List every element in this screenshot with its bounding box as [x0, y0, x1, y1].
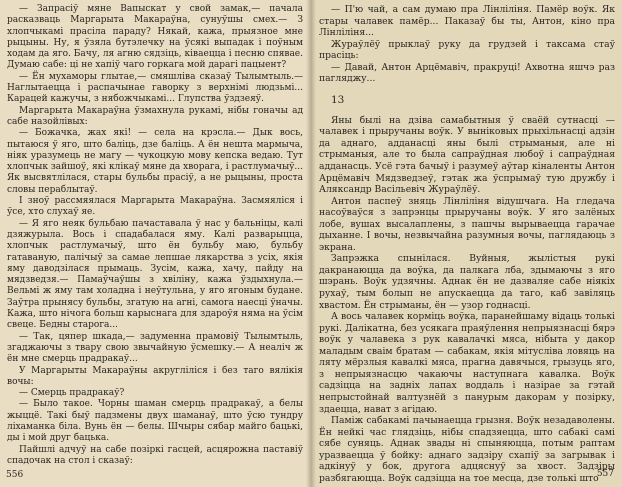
paragraph: — Божачка, жах які! — села на крэсла.— Дык вось, пытаюся ў яго, што баліць, дзе баліць. А ён нешта мармыча, ніяк уразумець не магу — чукоцкую мову кепска ведаю. Тут хлопчык зайшоў, які клікаў мяне да хворага, і растлумачыў... Як высвятлілася, стары бульбы прасіў, а не рыцыны, проста словы пераблытаў. [7, 128, 303, 195]
book-gutter [306, 0, 316, 487]
chapter-number: 13 [331, 93, 345, 106]
paragraph: Антон паспеў зняць Лінліліня відушчага. На гледача насоўваўся з запрэнцы прыручаны воўк. У яго залёных лобе, вушах высалаплены, з пашчы вырываецца гарачае дыханне. І вочы, незвычайна разумныя вочы, паглядаюць з экрана. [319, 195, 615, 253]
right-page-number: 557 [596, 469, 614, 480]
paragraph: — П'ю чай, а сам думаю пра Лінліліня. Памёр воўк. Як стары чалавек памёр... Паказаў бы ты, Антон, кіно пра Лінліліня... [319, 4, 615, 39]
paragraph: — Запрасіў мяне Вапыскат у свой замак,— пачала расказваць Маргарыта Макараўна, сунуўшы смех.— З хлопчыкамі прасіла параду? Някай, кажа, прыязное мне рыцыны. Ну, я ўзяла бутэлечку на ўсякі выпадак і поўным ходам да яго. Бачу, ля агню сядзіць, ківаецца і песню спявае. Думаю сабе: ці не хапіў чаго горкага мой дарагі пацыент? [7, 4, 303, 71]
right-page [311, 0, 622, 487]
paragraph: — Смерць прадракаў? [19, 388, 125, 399]
right-page-text-bottom [319, 115, 615, 485]
right-page-text-top [319, 4, 615, 85]
paragraph: І зноў рассмяялася Маргарыта Макараўна. Засмяяліся і ўсе, хто слухаў яе. [7, 196, 303, 218]
paragraph: — Было такое. Чорны шаман смерць прадракаў, а белы жыццё. Такі быў падзмены двух шаманаў, што ўсю тундру ліхаманка біла. Вунь ён — белы. Шчыры сябар майго бацькі, ды і мой друг бацька. [7, 399, 303, 444]
paragraph: — Я яго неяк бульбаю пачаставала ў нас у бальніцы, калі дзяжурыла. Вось і спадабалася яму. Калі разварыцца, хлопчык растлумачыў, што ён бульбу маю, бульбу гатаваную, палічыў за самае лепшае лякарства з усіх, якія яму даводзілася прымаць. Зусім, кажа, хачу, пайду на мядзведзя.— Памаўчаўшы з хвіліну, кажа ўздыхнула.— Вельмі ж яму там холадна і неўтульна, у яго ягоным будане. Заўтра прынясу бульбы, згатую на агні, самога наесці ўначы. Кажа, што нічога больш карыснага для здароўя няма на ўсім свеце. Бедны старога... [7, 218, 303, 331]
left-page-number: 556 [6, 469, 24, 480]
paragraph: Маргарыта Макараўна ўзмахнула рукамі, нібы гоначы ад сабе назойлівых: [7, 105, 303, 127]
paragraph: Жураўлёў прыклаў руку да грудзей і таксама стаў прасіць: [319, 38, 615, 62]
paragraph: — Так, цяпер шкада,— задуменна прамовіў Тылымтыль, згаджаючы з твару свою звычайную ўсмешку.— А неаліч ж ён мне смерць прадракаў... [7, 331, 303, 365]
paragraph: Пайшлі адчуў на сабе позіркі гасцей, асцярожна паставіў спадочак на стол і сказаў: [7, 444, 303, 466]
paragraph: — Ён мухаморы глытае,— смяшліва сказаў Тылымтыль.— Наглытаецца і распачынае гаворку з верхнімі людзьмі... Карацей кажучы, з нябожчыкамі... Глупства ўздзеяў. [7, 71, 303, 105]
paragraph: У Маргарыты Макараўны акругліліся і без таго вялікія вочы: [7, 365, 303, 387]
paragraph: Паміж сабакамі пачынаецца грызня. Воўк незадаволены. Ён нейкі час глядзіць, нібы спадзяецца, што сабакі самі сябе суняць. Аднак звады ні спыняюцца, потым раптам уразваецца ў бойку: аднаго задзіру схапіў за загрывак і адкінуў у бок, другога адцяснуў за хвост. Задзіры разбягаюцца. Воўк садзіцца на тое месца, дзе толькі што [319, 415, 615, 484]
paragraph: Запрэжка спынілася. Вуйныя, жылістыя рукі дакранаюцца да воўка, да палкага лба, здымаючы з яго шэрань. Воўк удзячны. Аднак ён не дазваляе сабе ніякіх рухаў, тым болып не апускаецца да таго, каб завіляць хвастом. Ён стрыманы, ён — узор годнасці. [319, 253, 615, 311]
paragraph: — Давай, Антон Арцёмавіч, пракруці! Ахвотна яшчэ раз пагляджу... [319, 61, 615, 85]
left-page-text [7, 4, 303, 467]
paragraph: Яны былі на дзіва самабытныя ў сваёй сутнасці — чалавек і прыручаны воўк. У выніковых прыхільнасці адзін да аднаго, адданасці яны былі стрыманыя, але ні стрыманыя, але то была сапраўдная любоў і сапраўдная адданасць. Усё гэта бачыў і разумеў аўтар кіналенты Антон Арцёмавіч Мядзведзеў, гэтак жа ўспрымаў тую дружбу і Аляксандр Васільевіч Жураўлёў. [319, 114, 615, 196]
paragraph: А вось чалавек корміць воўка, паранейшаму відаць толькі рукі. Далікатна, без усякага праяўлення непрыязнасці бярэ воўк у чалавека з рук кавалачкі мяса, нібыта у дакор маладым сваім братам — сабакам, якія мітусліва ловяць на ляту мёрзлыя кавалкі мяса, прагна давячыся, грызуць яго, з непрыязнасцю чакаючы наступнага кавалка. Воўк садзіцца на задніх лапах воддаль і назірае за гэтай непрыстойнай валтузнёй з панурым дакорам у позірку, здаецца, нават з агідаю. [319, 311, 615, 415]
